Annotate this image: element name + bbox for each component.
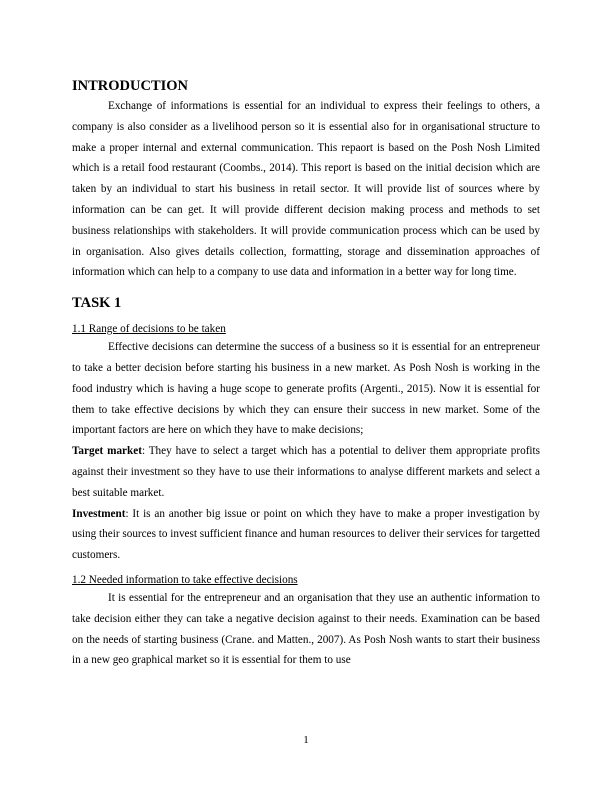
introduction-paragraph: Exchange of informations is essential for an individual to express their feelings to others, a company is also consider as a livelihood person so it is essential also for in organisational structure to make a proper internal and external communication. This repaort is based on the Posh Nosh Limited which is a retail food restaurant (Coombs., 2014). This report is based on the initial decision which are taken by an individual to start his business in retail sector. It will provide list of sources where by information can be can get. It will provide different decision making process and methods to set business relationships with stakeholders. It will provide communication process which can be used by in organisation. Also gives details collection, formatting, storage and dissemination approaches of information which can help to a company to use data and information in a better way for long time. [72, 100, 540, 279]
investment-paragraph [72, 504, 540, 566]
section-1-1-title: 1.1 Range of decisions to be taken [72, 323, 226, 336]
target-market-term: Target market [72, 445, 142, 458]
task1-heading: TASK 1 [72, 295, 122, 312]
investment-term: Investment [72, 507, 126, 520]
section-1-1-paragraph: Effective decisions can determine the success of a business so it is essential for an entrepreneur to take a better decision before starting his business in a new market. As Posh Nosh is working in the food industry which is having a huge scope to generate profits (Argenti., 2015). Now it is essential for them to take effective decisions by which they can ensure their success in new market. Some of the important factors are here on which they have to make decisions; [72, 341, 540, 437]
section-1-2-title: 1.2 Needed information to take effective decisions [72, 573, 298, 586]
section-1-2-paragraph: It is essential for the entrepreneur and an organisation that they use an authentic information to take decision either they can take a negative decision against to their needs. Examination can be based on the needs of starting business (Crane. and Matten., 2007). As Posh Nosh wants to start their business in a new geo graphical market so it is essential for them to use [72, 591, 540, 667]
page-content [72, 76, 540, 671]
page-number: 1 [303, 734, 309, 746]
introduction-heading: INTRODUCTION [72, 78, 189, 94]
target-market-paragraph [72, 441, 540, 503]
investment-text: : It is an another big issue or point on which they have to make a proper investigation by using their sources to invest sufficient finance and human resources to deliver their services for targetted customers. [72, 507, 540, 562]
target-market-text: : They have to select a target which has a potential to deliver them appropriate profits against their investment so they have to use their informations to analyse different markets and select a best suitable market. [72, 445, 540, 499]
